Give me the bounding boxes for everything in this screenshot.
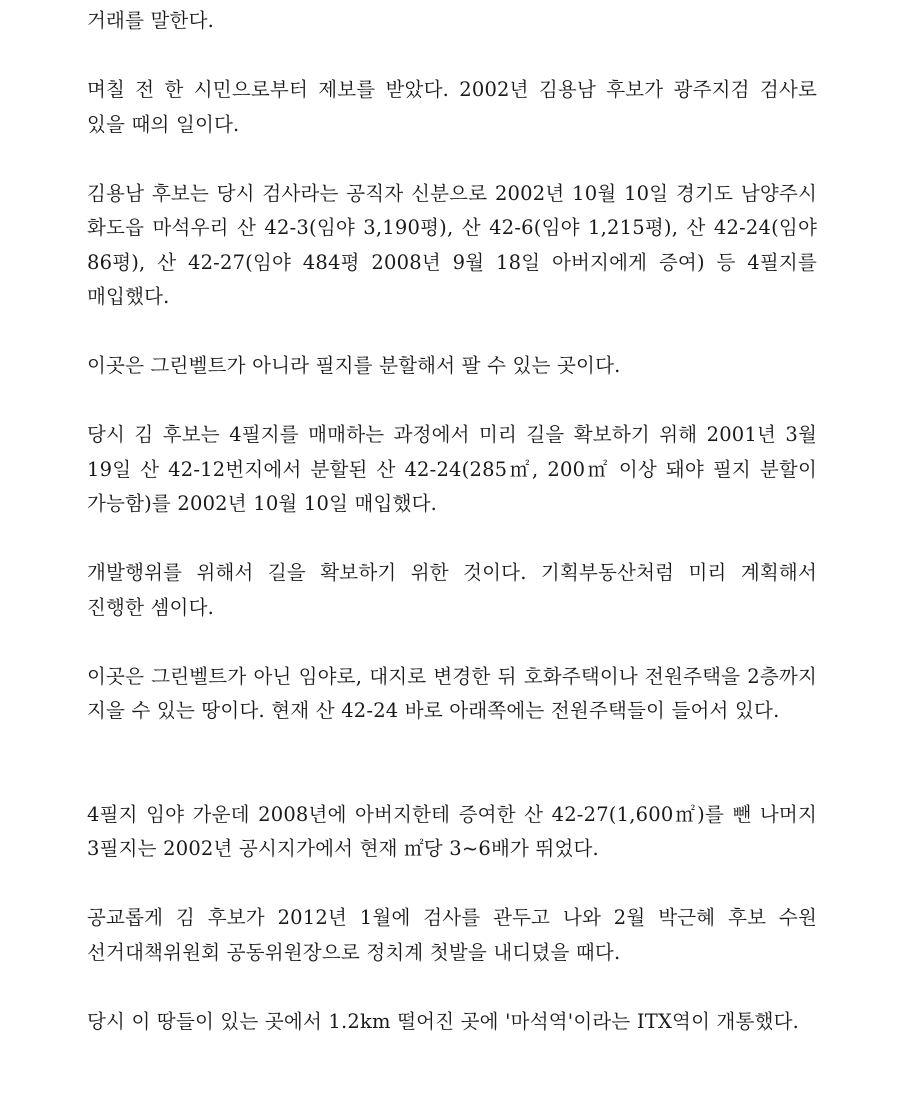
paragraph-5: 당시 김 후보는 4필지를 매매하는 과정에서 미리 길을 확보하기 위해 2001년 3월 19일 산 42-12번지에서 분할된 산 42-24(285㎡, 200㎡ 이상 돼야 필지 분할이 가능함)를 2002년 10월 10일 매입했다. [87,423,817,515]
paragraph-6: 개발행위를 위해서 길을 확보하기 위한 것이다. 기획부동산처럼 미리 계획해서 진행한 셈이다. [87,561,817,619]
paragraph-10: 당시 이 땅들이 있는 곳에서 1.2km 떨어진 곳에 '마석역'이라는 ITX역이 개통했다. [87,1009,800,1033]
paragraph-3: 김용남 후보는 당시 검사라는 공직자 신분으로 2002년 10월 10일 경기도 남양주시 화도읍 마석우리 산 42-3(임야 3,190평), 산 42-6(임야 1,215평), 산 42-24(임야 86평), 산 42-27(임야 484평 2008년 9월 18일 아버지에게 증여) 등 4필지를 매입했다. [87,181,817,308]
paragraph-7: 이곳은 그린벨트가 아닌 임야로, 대지로 변경한 뒤 호화주택이나 전원주택을 2층까지 지을 수 있는 땅이다. 현재 산 42-24 바로 아래쪽에는 전원주택들이 들어서 있다. [87,664,817,722]
paragraph-9: 공교롭게 김 후보가 2012년 1월에 검사를 관두고 나와 2월 박근혜 후보 수원 선거대책위원회 공동위원장으로 정치계 첫발을 내디뎠을 때다. [87,906,817,964]
paragraph-4: 이곳은 그린벨트가 아니라 필지를 분할해서 팔 수 있는 곳이다. [87,354,621,377]
article-body [87,4,817,1074]
paragraph-2: 며칠 전 한 시민으로부터 제보를 받았다. 2002년 김용남 후보가 광주지검 검사로 있을 때의 일이다. [87,78,817,136]
paragraph-1: 거래를 말한다. [87,9,215,32]
paragraph-8: 4필지 임야 가운데 2008년에 아버지한테 증여한 산 42-27(1,600㎡)를 뺀 나머지 3필지는 2002년 공시지가에서 현재 ㎡당 3~6배가 뛰었다. [87,802,817,860]
